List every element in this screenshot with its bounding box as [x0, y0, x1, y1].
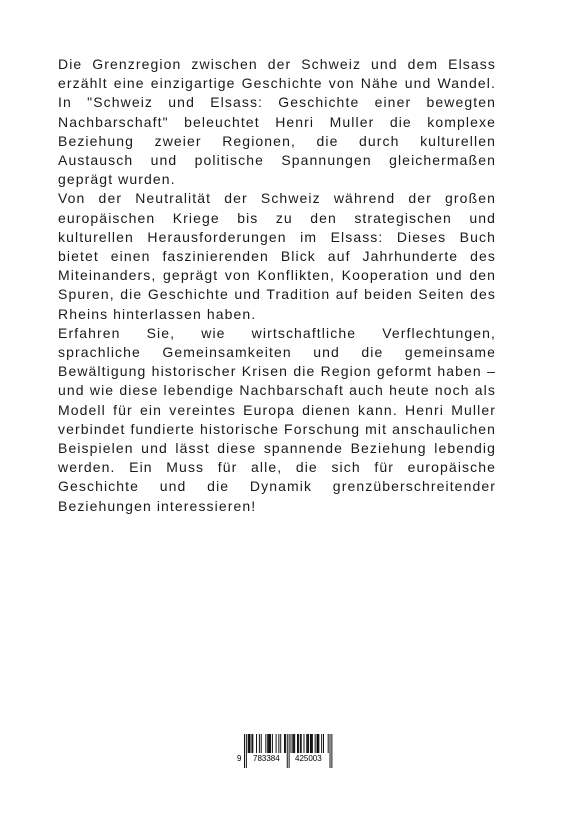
barcode-bar	[312, 734, 313, 753]
barcode-bar	[301, 734, 302, 753]
blurb-paragraph-1: Die Grenzregion zwischen der Schweiz und dem Elsass erzählt eine einzigartige Geschichte von Nähe und Wandel. In "Schweiz und Elsass: Geschichte einer bewegten Nachbarschaft" beleuchtet Henri Muller die komplexe Beziehung zweier Regionen, die durch kulturellen Austausch und politische Spannungen gleichermaßen geprägt wurden.	[58, 56, 496, 188]
barcode-bar	[270, 734, 271, 753]
barcode-bar	[292, 734, 293, 753]
blurb-paragraph-3: Erfahren Sie, wie wirtschaftliche Verflechtungen, sprachliche Gemeinsamkeiten und die gemeinsame Bewältigung historischer Krisen die Region geformt haben – und wie diese lebendige Nachbarschaft auch heute noch als Modell für ein vereintes Europa dienen kann. Henri Muller verbindet fundierte historische Forschung mit anschaulichen Beispielen und lässt diese spannende Beziehung lebendig werden. Ein Muss für alle, die sich für europäische Geschichte und die Dynamik grenzüberschreitender Beziehungen interessieren!	[58, 324, 496, 514]
barcode-bar	[317, 734, 318, 753]
barcode-bar	[298, 734, 299, 753]
barcode-bar	[261, 734, 262, 753]
barcode-bar	[323, 734, 324, 753]
blurb-text	[58, 55, 496, 516]
blurb-paragraph-2: Von der Neutralität der Schweiz während der großen europäischen Kriege bis zu den strategischen und kulturellen Herausforderungen im Elsass: Dieses Buch bietet einen faszinierenden Blick auf Jahrhunderte des Miteinanders, geprägt von Konflikten, Kooperation und den Spuren, die Geschichte und Tradition auf beiden Seiten des Rheins hinterlassen haben.	[58, 190, 496, 322]
barcode-bar	[328, 734, 329, 753]
barcode-bar	[250, 734, 251, 753]
barcode-bar	[304, 734, 305, 753]
barcode-bar	[311, 734, 312, 753]
barcode-bar	[251, 734, 252, 753]
barcode-bar	[248, 734, 249, 753]
barcode-bar	[307, 734, 308, 753]
barcode-right-group: 425003	[295, 754, 322, 763]
barcode-bar	[310, 734, 311, 753]
barcode-bar	[252, 734, 253, 753]
barcode-bar	[278, 734, 279, 753]
barcode-bar	[280, 734, 281, 753]
barcode-bar	[284, 734, 285, 753]
barcode-bar	[308, 734, 309, 753]
barcode-bar	[272, 734, 273, 753]
barcode-bar	[249, 734, 250, 753]
barcode-bar	[293, 734, 294, 753]
barcode-bar	[285, 734, 286, 753]
barcode-bar	[321, 734, 322, 753]
barcode-bar	[259, 734, 260, 753]
barcode-digits	[237, 754, 337, 766]
barcode-bar	[306, 734, 307, 753]
barcode-bar	[291, 734, 292, 753]
barcode-bar	[315, 734, 316, 753]
barcode-bar	[256, 734, 257, 753]
barcode-bar	[300, 734, 301, 753]
barcode-bar	[318, 734, 319, 753]
barcode-left-group: 783384	[253, 754, 280, 763]
barcode-bar	[297, 734, 298, 753]
barcode-bar	[317, 734, 318, 753]
barcode-bar	[276, 734, 277, 753]
barcode-bar	[267, 734, 268, 753]
barcode-bar	[294, 734, 295, 753]
barcode-bar	[269, 734, 270, 753]
barcode-bar	[268, 734, 269, 753]
barcode-first-digit: 9	[237, 754, 242, 763]
barcode-bar	[265, 734, 266, 753]
